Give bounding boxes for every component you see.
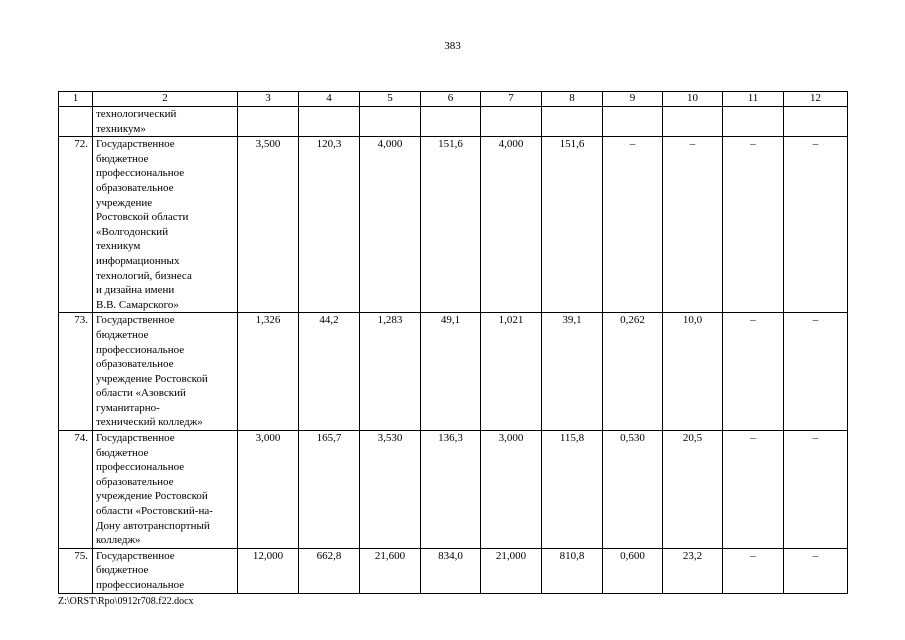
column-header-1: 1 [59,92,93,107]
institution-name-line: профессиональное [96,343,185,356]
value-cell-col-11: – [723,431,784,549]
value-cell-col-12: – [784,431,848,549]
institution-name-line: Ростовской области [96,211,189,224]
value-cell-col-9: 0,262 [603,313,663,431]
value-cell-col-5: 4,000 [360,137,421,313]
column-header-6: 6 [421,92,481,107]
value-cell-col-3: 3,000 [238,431,299,549]
value-cell-col-4: 662,8 [299,548,360,593]
footer-file-path: Z:\ORST\Rpo\0912r708.f22.docx [58,596,194,607]
institution-name-line: Государственное [96,432,175,445]
column-header-3: 3 [238,92,299,107]
institution-name-line: Дону автотранспортный [96,519,210,532]
column-header-7: 7 [481,92,542,107]
institution-name-line: и дизайна имени [96,284,175,297]
institution-name-line: образовательное [96,475,174,488]
table-row [59,313,848,431]
value-cell-col-5: 3,530 [360,431,421,549]
institution-name-line: техникум [96,240,141,253]
value-cell-col-12: – [784,313,848,431]
value-cell-col-8: 39,1 [542,313,603,431]
row-number: 74. [59,431,93,549]
value-cell-col-10: 20,5 [663,431,723,549]
table-body [59,107,848,594]
value-cell-col-10: 23,2 [663,548,723,593]
table-row [59,431,848,549]
column-header-12: 12 [784,92,848,107]
institution-name-line: технический колледж» [96,416,203,429]
value-cell-col-11: – [723,548,784,593]
column-header-10: 10 [663,92,723,107]
table-row [59,548,848,593]
institution-name-line: Государственное [96,314,175,327]
institution-name-line: образовательное [96,358,174,371]
institution-name-line: области «Ростовский-на- [96,505,213,518]
institution-name-line: образовательное [96,181,174,194]
row-number: 75. [59,548,93,593]
value-cell-col-5: 21,600 [360,548,421,593]
value-cell-col-10: – [663,137,723,313]
institution-name-line: бюджетное [96,328,149,341]
value-cell-col-9: 0,600 [603,548,663,593]
value-cell-col-7 [481,107,542,137]
column-header-9: 9 [603,92,663,107]
institution-name-line: бюджетное [96,152,149,165]
institution-name-line: бюджетное [96,446,149,459]
value-cell-col-7: 21,000 [481,548,542,593]
institution-name-line: Государственное [96,549,175,562]
table-row [59,137,848,313]
value-cell-col-3: 12,000 [238,548,299,593]
value-cell-col-4: 44,2 [299,313,360,431]
value-cell-col-10 [663,107,723,137]
institution-name-line: В.В. Самарского» [96,298,179,311]
value-cell-col-7: 1,021 [481,313,542,431]
institution-name-line: области «Азовский [96,387,186,400]
institution-name-line: бюджетное [96,564,149,577]
value-cell-col-8: 151,6 [542,137,603,313]
value-cell-col-5: 1,283 [360,313,421,431]
value-cell-col-6: 49,1 [421,313,481,431]
institution-name-line: «Волгодонский [96,225,169,238]
value-cell-col-6 [421,107,481,137]
column-header-11: 11 [723,92,784,107]
value-cell-col-4: 120,3 [299,137,360,313]
column-header-8: 8 [542,92,603,107]
column-header-5: 5 [360,92,421,107]
value-cell-col-12: – [784,137,848,313]
value-cell-col-8 [542,107,603,137]
institution-name-line: учреждение [96,196,153,209]
value-cell-col-5 [360,107,421,137]
value-cell-col-9: 0,530 [603,431,663,549]
institution-name [93,137,238,313]
value-cell-col-4 [299,107,360,137]
value-cell-col-7: 3,000 [481,431,542,549]
value-cell-col-3: 1,326 [238,313,299,431]
institution-name-line: Государственное [96,138,175,151]
page-number: 383 [444,40,461,52]
column-header-2: 2 [93,92,238,107]
institution-name-line: профессиональное [96,579,185,591]
value-cell-col-9: – [603,137,663,313]
value-cell-col-6: 834,0 [421,548,481,593]
institution-name-line: учреждение Ростовской [96,490,208,503]
institution-name-line: колледж» [96,534,141,547]
value-cell-col-11 [723,107,784,137]
institution-name-line: профессиональное [96,167,185,180]
value-cell-col-6: 151,6 [421,137,481,313]
institution-name [93,431,238,549]
value-cell-col-3 [238,107,299,137]
column-header-4: 4 [299,92,360,107]
institution-name-line: технологий, бизнеса [96,269,192,282]
institution-name [93,107,238,137]
institution-name-line: учреждение Ростовской [96,372,208,385]
institution-name-line: профессиональное [96,461,185,474]
institution-name [93,548,238,593]
data-table [58,91,848,594]
value-cell-col-12: – [784,548,848,593]
value-cell-col-6: 136,3 [421,431,481,549]
institution-name-line: информационных [96,254,180,267]
row-number: 73. [59,313,93,431]
value-cell-col-10: 10,0 [663,313,723,431]
value-cell-col-11: – [723,137,784,313]
institution-name [93,313,238,431]
row-number: 72. [59,137,93,313]
value-cell-col-11: – [723,313,784,431]
value-cell-col-7: 4,000 [481,137,542,313]
institution-name-line: технологический [96,108,177,120]
institution-name-line: гуманитарно- [96,401,160,414]
value-cell-col-8: 115,8 [542,431,603,549]
value-cell-col-8: 810,8 [542,548,603,593]
value-cell-col-3: 3,500 [238,137,299,313]
row-number [59,107,93,137]
header-row [59,92,848,107]
institution-name-line: техникум» [96,122,146,135]
value-cell-col-9 [603,107,663,137]
value-cell-col-4: 165,7 [299,431,360,549]
table-row [59,107,848,137]
value-cell-col-12 [784,107,848,137]
